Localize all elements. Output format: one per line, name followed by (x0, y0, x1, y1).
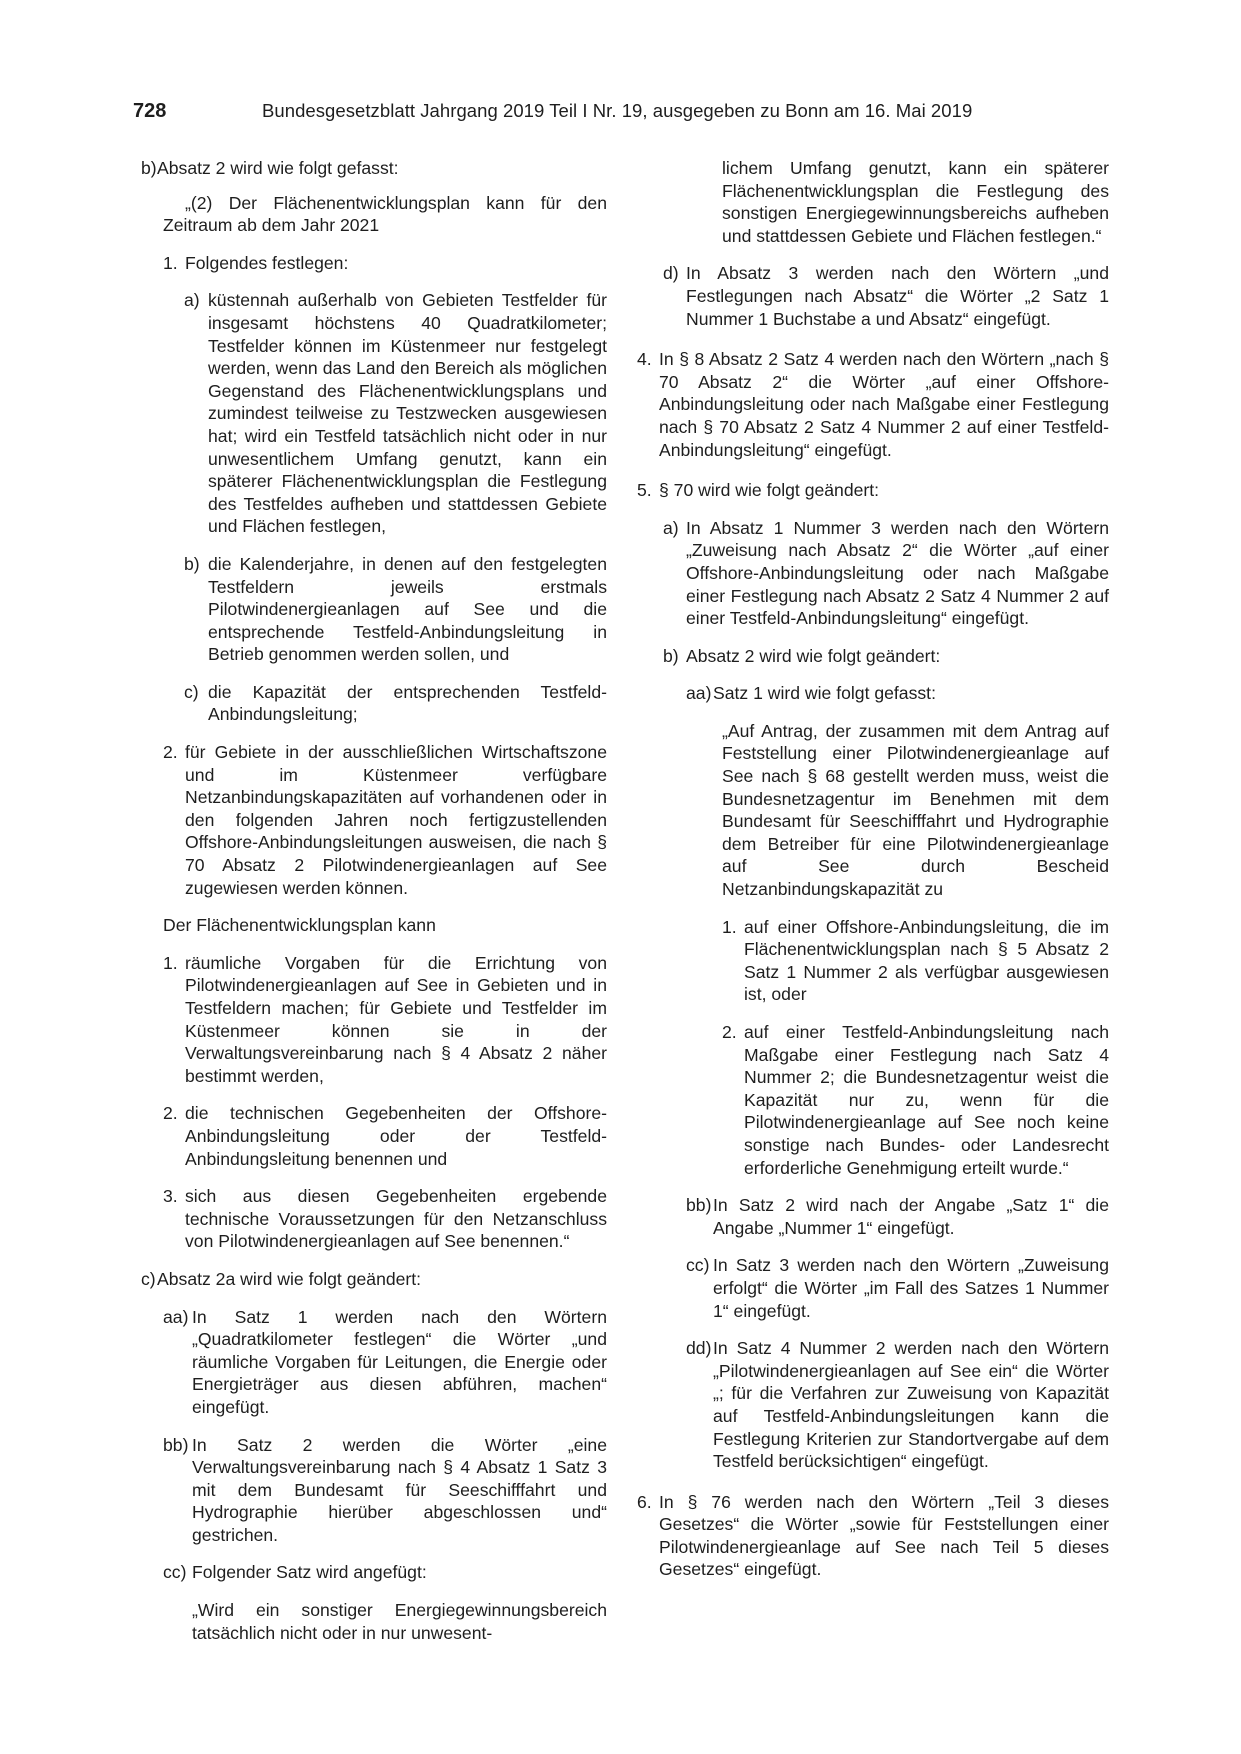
item-label: b) (184, 553, 200, 574)
item-text: auf einer Offshore-Anbindungsleitung, die im Flächenentwicklungsplan nach § 5 Absatz 2 Satz 1 Nummer 2 als verfügbar ausgewiesen ist, oder (744, 916, 1109, 1005)
item-text: Absatz 2 wird wie folgt gefasst: (157, 158, 399, 178)
item-text: auf einer Testfeld-Anbindungsleitung nach Maßgabe einer Festlegung nach Satz 4 Nummer 2; die Bundesnetzagentur weist die Kapazität nur zu, wenn für die Pilotwindenergieanlage auf See noch keine sonstige nach Bundes- oder Landesrecht erforderliche Genehmigung erteilt wurde.“ (744, 1022, 1109, 1178)
gazette-title: Bundesgesetzblatt Jahrgang 2019 Teil I Nr. 19, ausgegeben zu Bonn am 16. Mai 2019 (262, 100, 973, 121)
item-label: b) (663, 645, 679, 666)
item-quote-1 (636, 916, 1109, 1006)
item-label: 2. (722, 1022, 737, 1042)
item-5b-aa-quote (636, 720, 1109, 901)
item-label: dd) (686, 1338, 712, 1359)
quote-text: „Wird ein sonstiger Energiegewinnungsbereich tatsächlich nicht oder in nur unwesent- (192, 1600, 607, 1643)
item-label: 3. (163, 1186, 178, 1207)
item-text: Absatz 2 wird wie folgt geändert: (686, 645, 941, 666)
item-k1-raeumliche-vorgaben (157, 952, 607, 1088)
item-label: aa) (163, 1306, 189, 1327)
item-label: cc) (686, 1255, 710, 1276)
item-text: In § 8 Absatz 2 Satz 4 werden nach den Wörtern „nach § 70 Absatz 2“ die Wörter „auf einer Offshore-Anbindungsleitung oder nach Maßgabe einer Festlegung nach § 70 Absatz 2 Satz 4 Nummer 2 auf einer Testfeld-Anbindungsleitung“ eingefügt. (659, 349, 1109, 460)
item-label: d) (663, 263, 679, 284)
item-1a-testfelder (157, 289, 607, 538)
item-5b-absatz-2 (636, 645, 1109, 668)
item-6-paragraph-76 (636, 1491, 1109, 1581)
item-text: In Satz 2 werden die Wörter „eine Verwaltungsvereinbarung nach § 4 Absatz 1 Satz 3 mit dem Bundesamt für Seeschifffahrt und Hydrographie hierüber abgeschlossen und“ gestrichen. (192, 1434, 607, 1545)
item-label: 4. (637, 349, 652, 370)
item-c-bb (157, 1434, 607, 1547)
item-label: a) (184, 290, 200, 311)
item-c-cc-quote-continued (636, 157, 1109, 247)
item-text: § 70 wird wie folgt geändert: (659, 480, 880, 501)
item-text: sich aus diesen Gegebenheiten ergebende technische Voraussetzungen für den Netzanschluss von Pilotwindenergieanlagen auf See benennen.“ (185, 1186, 607, 1252)
item-5b-aa (636, 682, 1109, 705)
item-label: c) (184, 681, 199, 702)
item-text: für Gebiete in der ausschließlichen Wirtschaftszone und im Küstenmeer verfügbare Netzanbindungskapazitäten auf vorhandenen oder in den folgenden Jahren noch fertigzustellenden Offshore-Anbindungsleitungen ausweisen, die nach § 70 Absatz 2 Pilotwindenergieanlagen auf See zugewiesen werden können. (185, 742, 607, 898)
page-header (133, 98, 1108, 128)
item-label: 1. (163, 252, 178, 273)
item-c-cc-quote (157, 1599, 607, 1644)
item-5b-bb (636, 1194, 1109, 1239)
item-text: In § 76 werden nach den Wörtern „Teil 3 dieses Gesetzes“ die Wörter „sowie für Feststellungen einer Pilotwindenergieanlage auf See nach Teil 5 dieses Gesetzes“ eingefügt. (659, 1491, 1109, 1580)
item-text: Folgender Satz wird angefügt: (192, 1562, 427, 1583)
item-c-aa (157, 1306, 607, 1419)
quote-text: „Auf Antrag, der zusammen mit dem Antrag auf Feststellung einer Pilotwindenergieanlage auf See nach § 68 gestellt werden muss, weist die Bundesnetzagentur im Benehmen mit dem Bundesamt für Seeschifffahrt und Hydrographie dem Betreiber für eine Pilotwindenergieanlage auf See durch Bescheid Netzanbindungskapazität zu (722, 720, 1109, 900)
item-c-cc (157, 1561, 607, 1584)
quote-intro-text: „(2) Der Flächenentwicklungsplan kann für den Zeitraum ab dem Jahr 2021 (163, 192, 607, 236)
item-quote-2 (636, 1021, 1109, 1179)
item-label: 6. (637, 1491, 652, 1512)
item-text: die Kapazität der entsprechenden Testfeld-Anbindungsleitung; (208, 681, 607, 725)
item-text: In Satz 2 wird nach der Angabe „Satz 1“ die Angabe „Nummer 1“ eingefügt. (713, 1195, 1109, 1238)
item-label: cc) (163, 1562, 187, 1583)
right-column (636, 157, 1109, 1581)
item-label: b) (141, 158, 157, 178)
item-label: c) (141, 1268, 156, 1289)
item-text: Absatz 2a wird wie folgt geändert: (157, 1268, 422, 1289)
item-text: die technischen Gegebenheiten der Offshore-Anbindungsleitung oder der Testfeld-Anbindungsleitung benennen und (185, 1103, 607, 1169)
item-label: 5. (637, 480, 652, 501)
item-label: 2. (163, 1103, 178, 1124)
item-2-netzanbindungskapazitaeten (157, 741, 607, 899)
item-text: küstennah außerhalb von Gebieten Testfelder für insgesamt höchstens 40 Quadratkilometer; Testfelder können im Küstenmeer nur festgelegt werden, wenn das Land den Bereich als möglichen Gegenstand des Flächenentwicklungsplans und zumindest teilweise zu Testzwecken ausgewiesen hat; wird ein Testfeld tatsächlich nicht oder in nur unwesentlichem Umfang genutzt, kann ein späterer Flächenentwicklungsplan die Festlegung des Testfeldes aufheben und stattdessen Gebiete und Flächen festlegen, (208, 290, 607, 537)
item-c-absatz-2a (141, 1268, 607, 1291)
item-text: In Satz 3 werden nach den Wörtern „Zuweisung erfolgt“ die Wörter „im Fall des Satzes 1 Nummer 1“ eingefügt. (713, 1255, 1109, 1321)
item-label: aa) (686, 683, 712, 704)
item-text: In Absatz 1 Nummer 3 werden nach den Wörtern „Zuweisung nach Absatz 2“ die Wörter „auf einer Offshore-Anbindungsleitung oder nach Maßgabe einer Festlegung nach Absatz 2 Satz 4 Nummer 2 auf einer Testfeld-Anbindungsleitung“ eingefügt. (686, 517, 1109, 629)
item-text: Folgendes festlegen: (185, 252, 349, 273)
item-k2-technische-gegebenheiten (157, 1102, 607, 1170)
item-k3-voraussetzungen (157, 1185, 607, 1253)
item-text: In Absatz 3 werden nach den Wörtern „und Festlegungen nach Absatz“ die Wörter „2 Satz 1 Nummer 1 Buchstabe a und Absatz“ eingefügt. (686, 263, 1109, 329)
item-text: die Kalenderjahre, in denen auf den festgelegten Testfeldern jeweils erstmals Pilotwindenergieanlagen auf See und die entsprechende Testfeld-Anbindungsleitung in Betrieb genommen werden sollen, und (208, 553, 607, 665)
item-d-absatz-3 (636, 262, 1109, 330)
item-4-paragraph-8 (636, 348, 1109, 461)
kann-intro (157, 914, 607, 937)
item-label: 2. (163, 742, 178, 763)
item-b-absatz-2 (141, 157, 607, 180)
kann-intro-text: Der Flächenentwicklungsplan kann (163, 915, 436, 936)
item-label: 1. (722, 916, 737, 937)
quote-text: lichem Umfang genutzt, kann ein späterer Flächenentwicklungsplan die Festlegung des sonstigen Energiegewinnungsbereichs aufheben und stattdessen Gebiete und Flächen festlegen.“ (722, 158, 1109, 246)
quote-intro (157, 192, 607, 237)
item-text: In Satz 4 Nummer 2 werden nach den Wörtern „Pilotwindenergieanlagen auf See ein“ die Wörter „; für die Verfahren zur Zuweisung von Kapazität auf Testfeld-Anbindungsleitungen kann die Festlegung Kriterien zur Standortvergabe auf dem Testfeld berücksichtigen“ eingefügt. (713, 1338, 1109, 1472)
item-1c-kapazitaet (157, 681, 607, 726)
item-text: Satz 1 wird wie folgt gefasst: (713, 683, 936, 704)
item-5b-cc (636, 1254, 1109, 1322)
item-text: In Satz 1 werden nach den Wörtern „Quadratkilometer festlegen“ die Wörter „und räumliche Vorgaben für Leitungen, die Energie oder Energieträger aus diesen abführen, machen“ eingefügt. (192, 1306, 607, 1417)
page-number: 728 (133, 100, 167, 122)
item-5a-absatz-1 (636, 517, 1109, 630)
left-column (141, 157, 607, 1644)
item-label: bb) (686, 1195, 712, 1216)
item-1-folgendes-festlegen (157, 252, 607, 275)
item-label: bb) (163, 1434, 189, 1455)
item-1b-kalenderjahre (157, 553, 607, 666)
item-5b-dd (636, 1337, 1109, 1473)
item-5-paragraph-70 (636, 479, 1109, 502)
item-label: 1. (163, 952, 178, 973)
item-text: räumliche Vorgaben für die Errichtung von Pilotwindenergieanlagen auf See in Gebieten und in Testfeldern machen; für Gebiete und Testfelder im Küstenmeer können sie in der Verwaltungsvereinbarung nach § 4 Absatz 2 näher bestimmt werden, (185, 952, 607, 1086)
item-label: a) (663, 517, 679, 538)
